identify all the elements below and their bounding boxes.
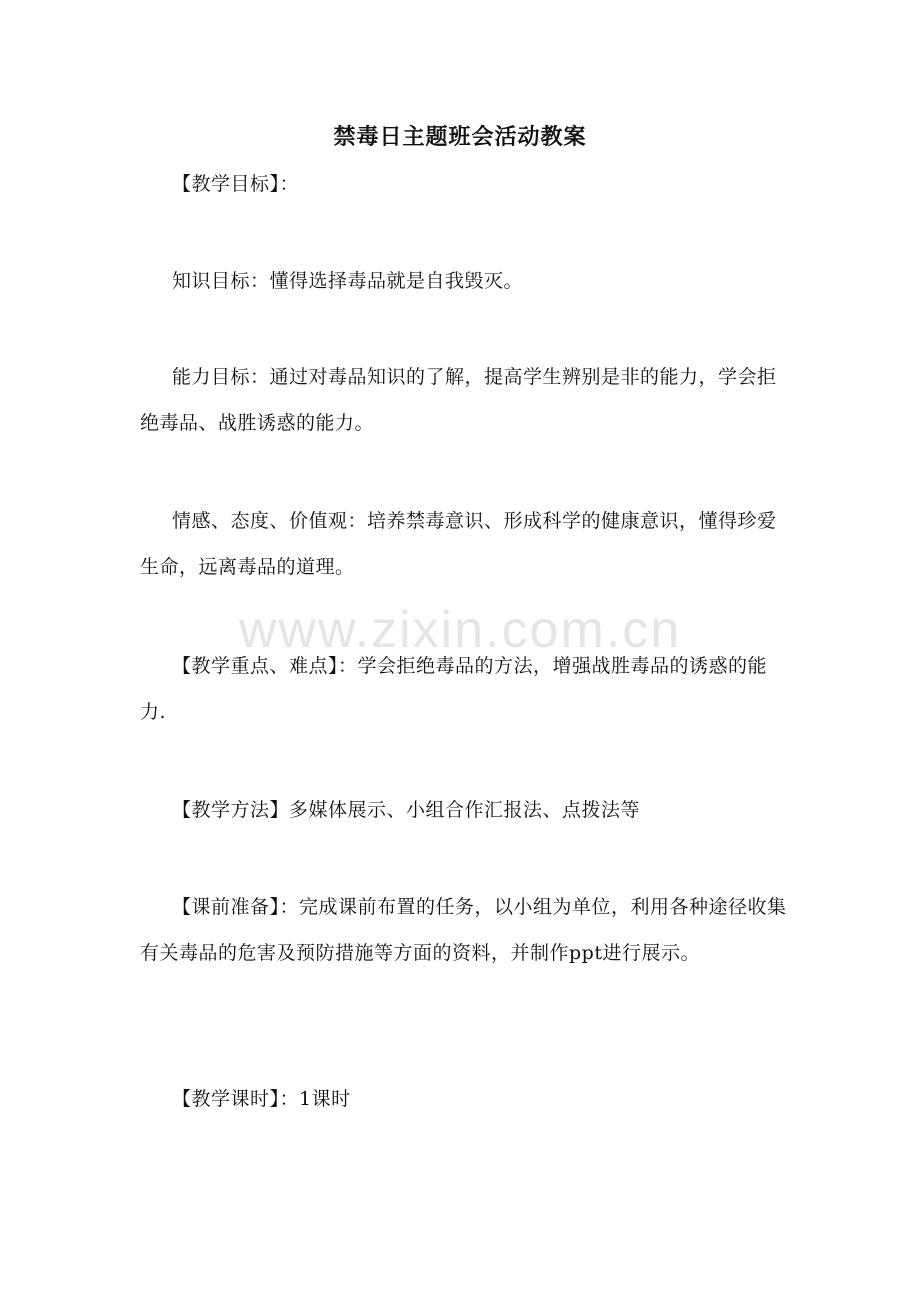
paragraph-teaching-goals: 【教学目标】： (172, 173, 300, 195)
document-title: 禁毒日主题班会活动教案 (333, 124, 587, 150)
paragraph-preparation: 【课前准备】：完成课前布置的任务，以小组为单位，利用各种途径收集有关毒品的危害及预防措施等方面的资料，并制作ppt进行展示。 (140, 896, 787, 964)
watermark: www.zixin.com.cn (238, 601, 682, 659)
paragraph-ability-goal: 能力目标：通过对毒品知识的了解，提高学生辨别是非的能力，学会拒绝毒品、战胜诱惑的能力。 (140, 366, 777, 434)
paragraph-emotion-goal: 情感、态度、价值观：培养禁毒意识、形成科学的健康意识，懂得珍爱生命，远离毒品的道理。 (140, 510, 777, 578)
paragraph-teaching-methods: 【教学方法】多媒体展示、小组合作汇报法、点拨法等 (172, 799, 641, 821)
paragraph-knowledge-goal: 知识目标：懂得选择毒品就是自我毁灭。 (172, 270, 524, 292)
paragraph-key-points: 【教学重点、难点】：学会拒绝毒品的方法，增强战胜毒品的诱惑的能力. (140, 655, 768, 723)
paragraph-class-hours: 【教学课时】：1课时 (172, 1088, 351, 1110)
